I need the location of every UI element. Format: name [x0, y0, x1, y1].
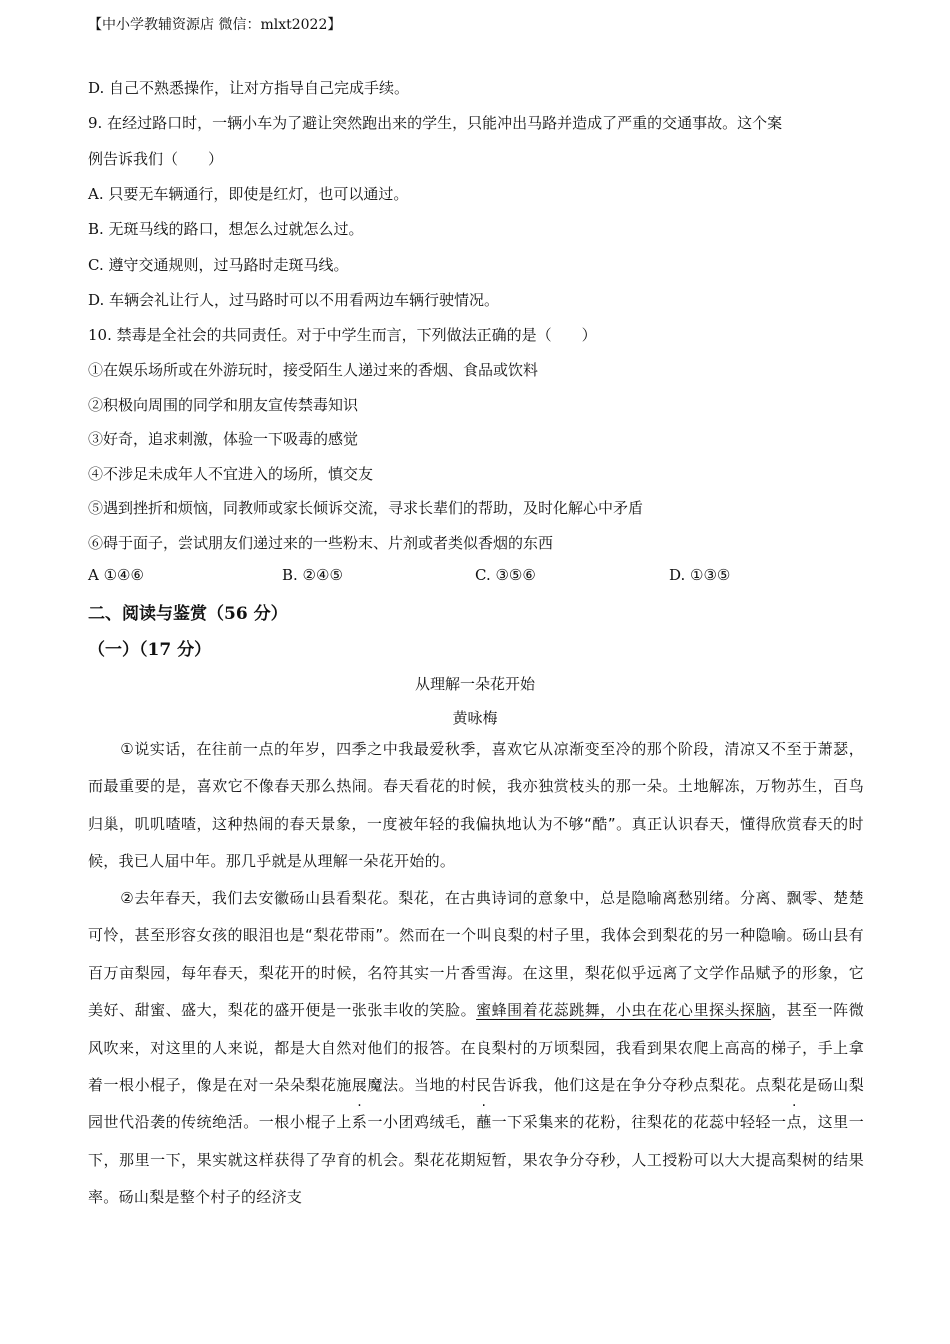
q10-option-d: D. ①③⑤	[669, 566, 731, 584]
q9-option-b: B. 无斑马线的路口，想怎么过就怎么过。	[88, 220, 364, 238]
q10-option-b: B. ②④⑤	[282, 566, 343, 584]
section-2-title: 二、阅读与鉴赏（56 分）	[88, 604, 288, 624]
article-paragraph-1	[88, 731, 864, 881]
article-title: 从理解一朵花开始	[414, 675, 535, 693]
q10-stem: 10. 禁毒是全社会的共同责任。对于中学生而言，下列做法正确的是（ ）	[88, 326, 597, 344]
q10-item-5: ⑤遇到挫折和烦恼，同教师或家长倾诉交流，寻求长辈们的帮助，及时化解心中矛盾	[88, 499, 644, 517]
q10-item-4: ④不涉足未成年人不宜进入的场所，慎交友	[88, 465, 374, 483]
q9-stem-line1: 9. 在经过路口时，一辆小车为了避让突然跑出来的学生，只能冲出马路并造成了严重的交通事故。这个案	[88, 114, 783, 132]
paragraph-2-text-b: ，甚至一阵微风吹来，对这里的人来说，都是大自然对他们的报答。在良梨村的万顷梨园，我看到果农爬上高高的梯子，手上拿着一根小棍子，像是在对一朵朵梨花施展魔法。当地的村民告诉我，他们这是在争分夺秒点梨花。点梨花是砀山梨园世代沿袭的传统绝活。一根小棍子上	[88, 1001, 864, 1132]
q9-stem-line2: 例告诉我们（ ）	[88, 150, 224, 168]
q10-item-1: ①在娱乐场所或在外游玩时，接受陌生人递过来的香烟、食品或饮料	[88, 361, 539, 379]
paragraph-2-text-a: ②去年春天，我们去安徽砀山县看梨花。梨花，在古典诗词的意象中，总是隐喻离愁别绪。分离、飘零、楚楚可怜，甚至形容女孩的眼泪也是“梨花带雨”。然而在一个叫良梨的村子里，我体会到梨花的另一种隐喻。砀山县有百万亩梨园，每年春天，梨花开的时候，名符其实一片香雪海。在这里，梨花似乎远离了文学作品赋予的形象，它美好、甜蜜、盛大，梨花的盛开便是一张张丰收的笑脸。	[88, 889, 864, 1020]
paragraph-2-text-e: ，这里一下，那里一下，果实就这样获得了孕育的机会。梨花花期短暂，果农争分夺秒，人工授粉可以大大提高梨树的结果率。砀山梨是整个村子的经济支	[88, 1113, 864, 1207]
q10-item-3: ③好奇，追求刺激，体验一下吸毒的感觉	[88, 430, 359, 448]
paragraph-2-text-c: 一小团鸡绒毛，	[367, 1113, 477, 1132]
paragraph-2-text-d: 一下采集来的花粉，往梨花的花蕊中轻轻一	[491, 1113, 787, 1132]
q9-option-c: C. 遵守交通规则，过马路时走斑马线。	[88, 256, 349, 274]
dotted-char-xi: 系	[351, 1113, 368, 1132]
q10-item-2: ②积极向周围的同学和朋友宣传禁毒知识	[88, 396, 359, 414]
q9-option-a: A. 只要无车辆通行，即使是红灯，也可以通过。	[88, 185, 409, 203]
q10-item-6: ⑥碍于面子，尝试朋友们递过来的一些粉末、片剂或者类似香烟的东西	[88, 534, 554, 552]
source-header: 【中小学教辅资源店 微信：mlxt2022】	[88, 17, 342, 33]
article-author: 黄咏梅	[452, 709, 498, 727]
q10-options	[88, 566, 868, 586]
q10-option-c: C. ③⑤⑥	[475, 566, 536, 584]
dotted-char-dian: 点	[786, 1113, 803, 1132]
paragraph-1-text: ①说实话，在往前一点的年岁，四季之中我最爱秋季，喜欢它从凉渐变至冷的那个阶段，清凉又不至于萧瑟，而最重要的是，喜欢它不像春天那么热闹。春天看花的时候，我亦独赏枝头的那一朵。土地解冻，万物苏生，百鸟归巢，叽叽喳喳，这种热闹的春天景象，一度被年轻的我偏执地认为不够“酷”。真正认识春天，懂得欣赏春天的时候，我已人届中年。那几乎就是从理解一朵花开始的。	[88, 740, 864, 871]
underlined-sentence: 蜜蜂围着花蕊跳舞，小虫在花心里探头探脑	[476, 1001, 772, 1020]
q8-option-d: D. 自己不熟悉操作，让对方指导自己完成手续。	[88, 79, 410, 97]
article-paragraph-2	[88, 880, 864, 1217]
q10-option-a: A ①④⑥	[88, 566, 144, 584]
q9-option-d: D. 车辆会礼让行人，过马路时可以不用看两边车辆行驶情况。	[88, 291, 500, 309]
section-2-part-1: （一）（17 分）	[88, 640, 212, 660]
dotted-char-zhan: 蘸	[476, 1113, 492, 1132]
